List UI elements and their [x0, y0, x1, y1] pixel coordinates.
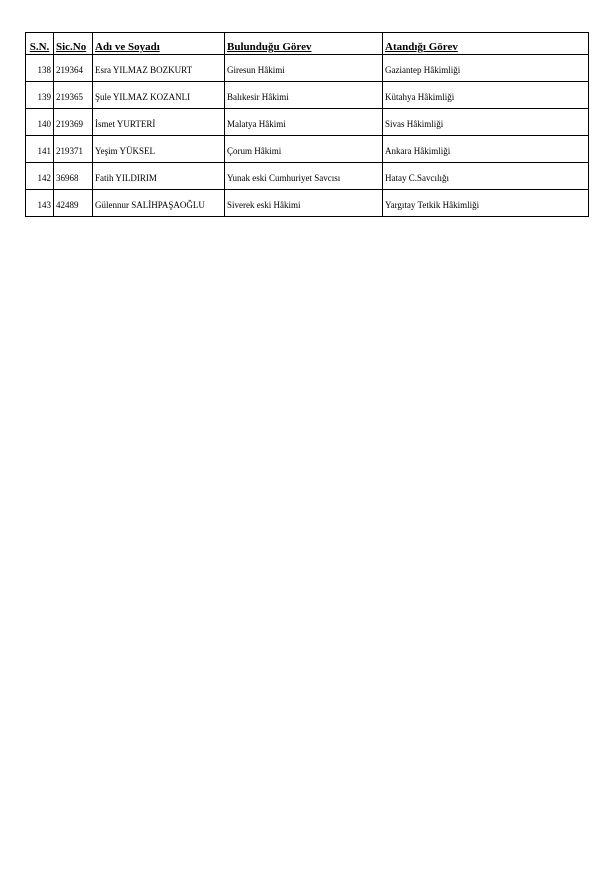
cell-sicil-no: 219365 — [54, 82, 93, 109]
cell-assigned-post: Ankara Hâkimliği — [383, 136, 589, 163]
cell-sn: 140 — [26, 109, 54, 136]
header-sicil-no: Sic.No — [54, 33, 93, 55]
cell-current-post: Giresun Hâkimi — [225, 55, 383, 82]
cell-current-post: Siverek eski Hâkimi — [225, 190, 383, 217]
cell-sicil-no: 219369 — [54, 109, 93, 136]
header-assigned-post: Atandığı Görev — [383, 33, 589, 55]
header-row — [26, 33, 589, 55]
cell-sicil-no: 36968 — [54, 163, 93, 190]
cell-name: İsmet YURTERİ — [93, 109, 225, 136]
cell-name: Gülennur SALİHPAŞAOĞLU — [93, 190, 225, 217]
cell-name: Fatih YILDIRIM — [93, 163, 225, 190]
cell-current-post: Balıkesir Hâkimi — [225, 82, 383, 109]
table-header — [26, 33, 589, 55]
table-row — [26, 190, 589, 217]
cell-current-post: Çorum Hâkimi — [225, 136, 383, 163]
cell-assigned-post: Sivas Hâkimliği — [383, 109, 589, 136]
cell-assigned-post: Yargıtay Tetkik Hâkimliği — [383, 190, 589, 217]
cell-current-post: Malatya Hâkimi — [225, 109, 383, 136]
table-body — [26, 55, 589, 217]
cell-assigned-post: Hatay C.Savcılığı — [383, 163, 589, 190]
header-current-post: Bulunduğu Görev — [225, 33, 383, 55]
table-row — [26, 163, 589, 190]
table-row — [26, 109, 589, 136]
cell-sicil-no: 219371 — [54, 136, 93, 163]
cell-name: Şule YILMAZ KOZANLI — [93, 82, 225, 109]
cell-sicil-no: 219364 — [54, 55, 93, 82]
cell-current-post: Yunak eski Cumhuriyet Savcısı — [225, 163, 383, 190]
table-row — [26, 136, 589, 163]
cell-sicil-no: 42489 — [54, 190, 93, 217]
appointment-table — [25, 32, 589, 217]
table-row — [26, 55, 589, 82]
cell-sn: 139 — [26, 82, 54, 109]
table-row — [26, 82, 589, 109]
header-sn: S.N. — [26, 33, 54, 55]
cell-assigned-post: Kütahya Hâkimliği — [383, 82, 589, 109]
cell-sn: 141 — [26, 136, 54, 163]
cell-name: Esra YILMAZ BOZKURT — [93, 55, 225, 82]
cell-sn: 143 — [26, 190, 54, 217]
cell-sn: 138 — [26, 55, 54, 82]
cell-name: Yeşim YÜKSEL — [93, 136, 225, 163]
cell-sn: 142 — [26, 163, 54, 190]
header-name: Adı ve Soyadı — [93, 33, 225, 55]
cell-assigned-post: Gaziantep Hâkimliği — [383, 55, 589, 82]
